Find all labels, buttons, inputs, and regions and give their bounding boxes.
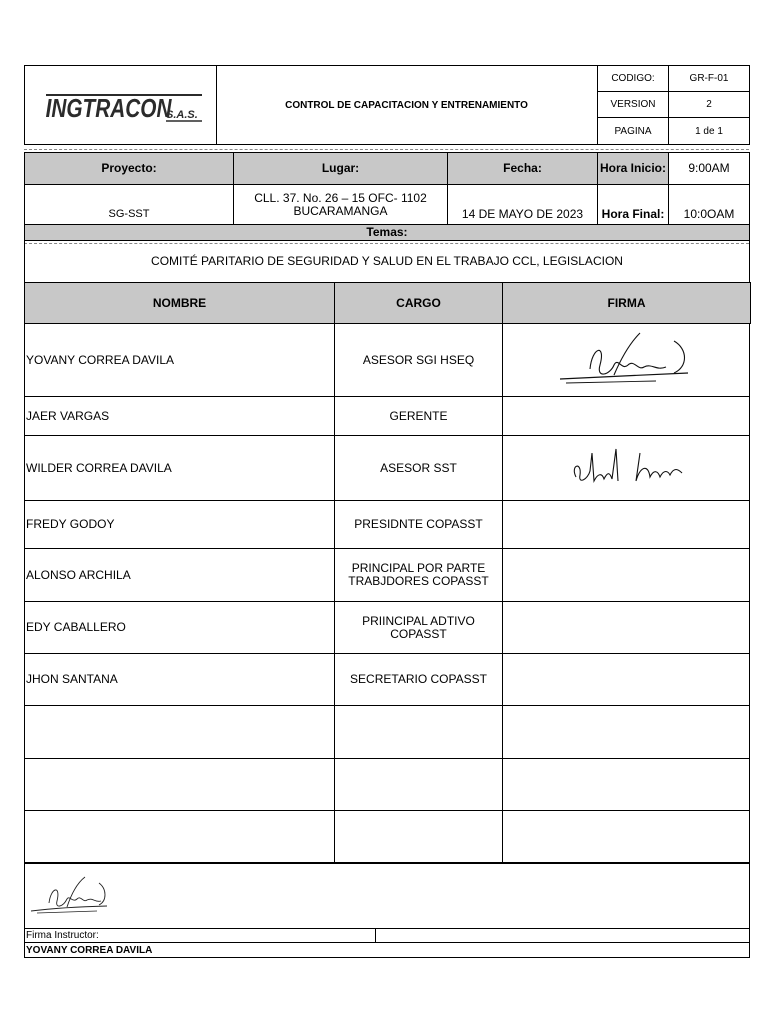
proyecto-value-text: SG-SST [108,208,150,220]
pagina-value: 1 de 1 [668,117,750,145]
attendee-cargo: PRIINCIPAL ADTIVO COPASST [334,601,503,654]
attendee-signature-cell [502,435,750,501]
attendee-name: FREDY GODOY [24,500,335,549]
hora-final-value [668,184,750,225]
hora-inicio-value: 9:00AM [668,152,750,185]
codigo-value: GR-F-01 [668,65,750,92]
temas-value: COMITÉ PARITARIO DE SEGURIDAD Y SALUD EN EL TRABAJO CCL, LEGISLACION [24,240,750,283]
pagina-label: PAGINA [597,117,669,145]
column-header-cargo: CARGO [334,282,503,324]
version-label: VERSION [597,91,669,118]
attendee-signature-cell [502,548,750,602]
attendee-name: ALONSO ARCHILA [24,548,335,602]
attendee-signature-cell [502,396,750,436]
attendee-signature-cell [502,653,750,706]
instructor-signature [27,873,112,921]
attendee-cargo: GERENTE [334,396,503,436]
attendee-signature-cell [502,810,750,864]
attendee-signature-cell [502,758,750,811]
attendee-name: YOVANY CORREA DAVILA [24,323,335,397]
attendee-cargo: ASESOR SGI HSEQ [334,323,503,397]
signature-yovany [556,327,696,393]
firma-instructor-label: Firma Instructor: [24,928,376,943]
logo-graphic [44,87,204,127]
instructor-name: YOVANY CORREA DAVILA [24,942,750,958]
fecha-label: Fecha: [447,152,598,185]
attendee-cargo: PRINCIPAL POR PARTE TRABJDORES COPASST [334,548,503,602]
attendee-name [24,705,335,759]
dashed-separator [24,149,749,150]
attendee-name: WILDER CORREA DAVILA [24,435,335,501]
hora-final-label-text: Hora Final: [601,207,665,221]
signature-wilder [556,443,696,493]
attendee-cargo [334,705,503,759]
attendee-name [24,758,335,811]
firma-instructor-blank [375,928,750,943]
column-header-firma: FIRMA [502,282,751,324]
attendee-cargo: SECRETARIO COPASST [334,653,503,706]
logo-cell [24,65,217,145]
codigo-label: CODIGO: [597,65,669,92]
lugar-line-1: CLL. 37. No. 26 – 15 OFC- 1102 [254,190,427,205]
instructor-signature-box [24,862,750,929]
logo-text: INGTRACON [45,93,172,123]
lugar-line-2: BUCARAMANGA [293,203,388,218]
proyecto-label: Proyecto: [24,152,234,185]
document-title: CONTROL DE CAPACITACION Y ENTRENAMIENTO [216,65,598,145]
attendee-name: JHON SANTANA [24,653,335,706]
temas-label: Temas: [24,224,750,241]
fecha-value [447,184,598,225]
column-header-nombre: NOMBRE [24,282,335,324]
hora-inicio-label: Hora Inicio: [597,152,669,185]
logo-suffix: S.A.S. [166,109,198,121]
attendee-signature-cell [502,601,750,654]
attendee-cargo: ASESOR SST [334,435,503,501]
attendee-signature-cell [502,705,750,759]
hora-final-label [597,184,669,225]
lugar-value [233,184,448,225]
lugar-label: Lugar: [233,152,448,185]
attendee-name [24,810,335,864]
attendee-name: EDY CABALLERO [24,601,335,654]
attendee-signature-cell [502,500,750,549]
attendee-signature-cell [502,323,750,397]
attendee-cargo [334,810,503,864]
fecha-value-text: 14 DE MAYO DE 2023 [461,207,584,221]
company-logo [44,87,204,127]
proyecto-value [24,184,234,225]
attendee-cargo: PRESIDNTE COPASST [334,500,503,549]
attendee-name: JAER VARGAS [24,396,335,436]
attendee-cargo [334,758,503,811]
version-value: 2 [668,91,750,118]
hora-final-value-text: 10:0OAM [683,207,735,221]
